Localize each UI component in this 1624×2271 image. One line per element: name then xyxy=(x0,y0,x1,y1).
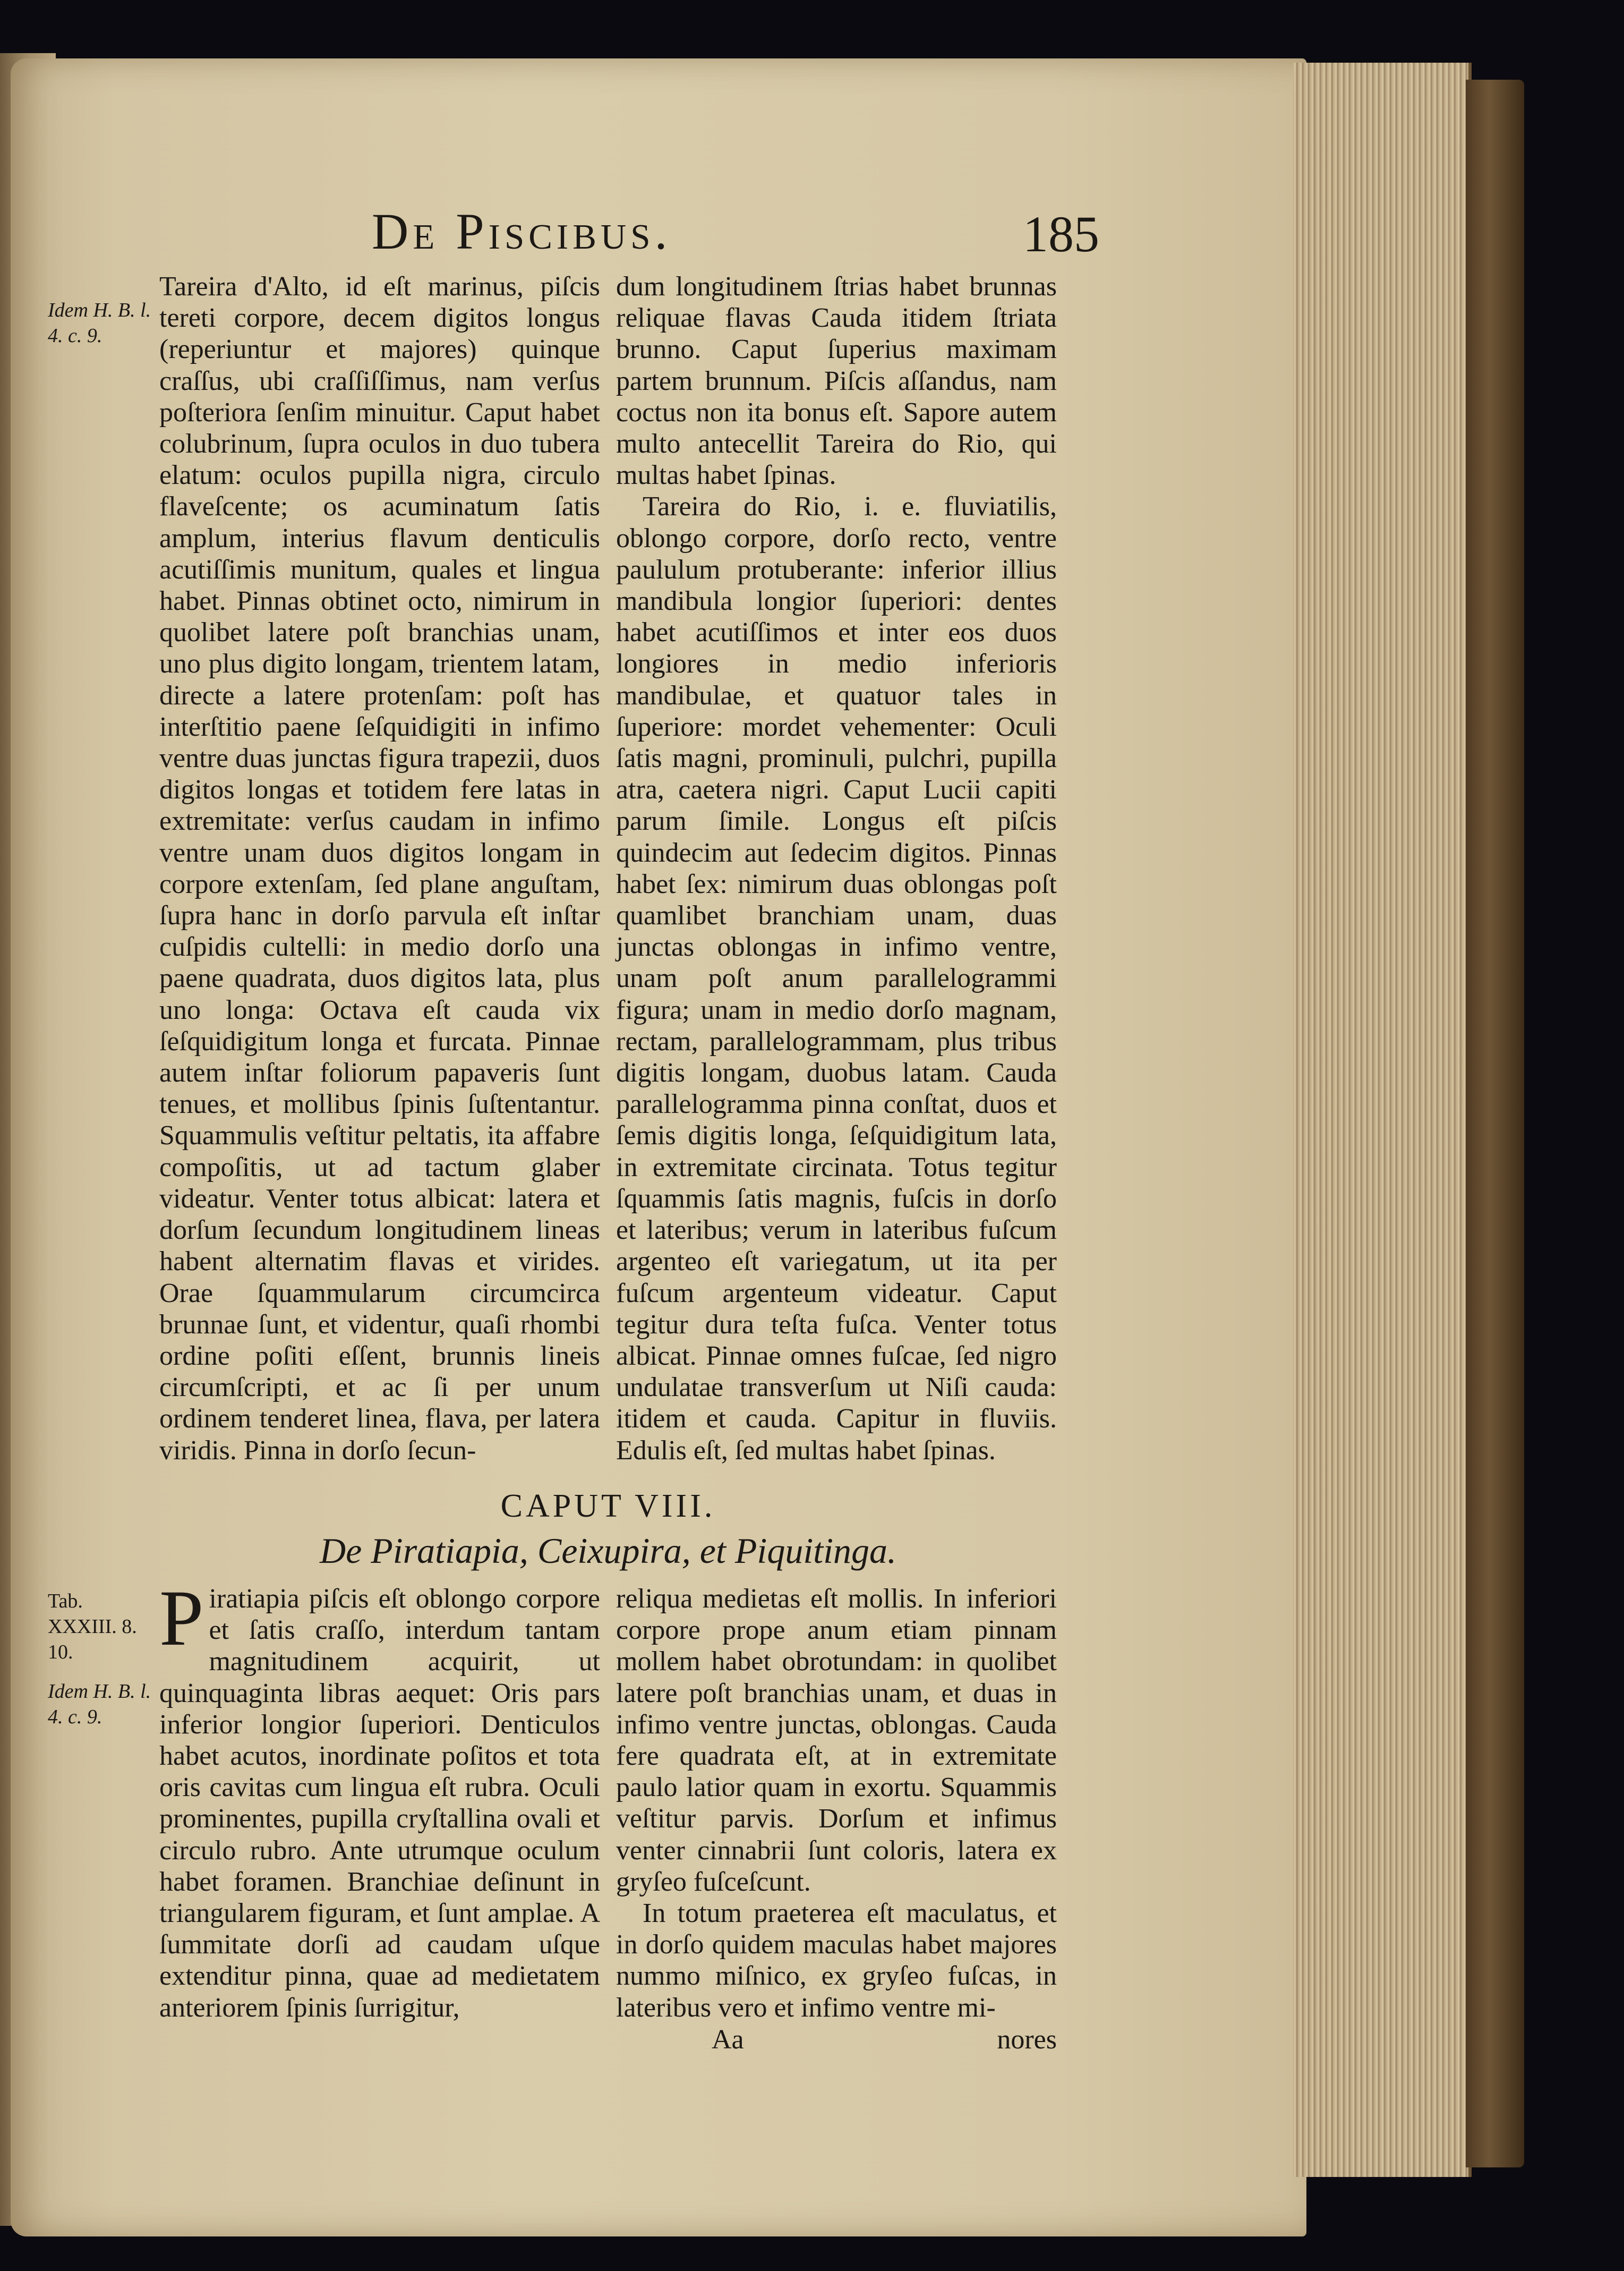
book-cover-edge xyxy=(1466,80,1524,2167)
column-1-text xyxy=(159,271,600,1466)
paragraph-continuation: dum longitudinem ſtrias habet brunnas reliquae flavas Cauda itidem ſtriata brunno. Caput ſuperius maximam partem brunnum. Piſcis aſſandus, nam coctus non ita bonus eſt. Sapore autem multo antecellit Tareira do Rio, qui multas habet ſpinas. xyxy=(616,271,1057,491)
column-2-text xyxy=(616,271,1057,1466)
margin-reference-bottom: Idem H. B. l. 4. c. 9. xyxy=(48,1680,151,1728)
catchword: nores xyxy=(997,2025,1057,2055)
paragraph-piratiapia: iratiapia piſcis eſt oblongo corpore et ſatis craſſo, interdum tantam magnitudinem acquirit, ut quinquaginta libras aequet: Oris pars inferior longior ſuperiori. Denticulos habet acutos, inordinate poſitos et tota oris cavitas cum lingua eſt rubra. Oculi prominentes, pupilla cryſtallina ovali et circulo rubro. Ante utrumque oculum habet foramen. Branchiae deſinunt in triangularem figuram, et ſunt amplae. A ſummitate dorſi ad caudam uſque extenditur pinna, quae ad medietatem anteriorem ſpinis ſurrigitur, xyxy=(159,1584,600,2023)
paragraph-piratiapia-continued: reliqua medietas eſt mollis. In inferiori corpore prope anum etiam pinnam mollem habet obrotundam: in quolibet latere poſt branchias unam, et duas in infimo ventre junctas, oblongas. Cauda fere quadrata eſt, at in extremitate paulo latior quam in exortu. Squammis veſtitur parvis. Dorſum et infimus venter cinnabrii ſunt coloris, latera ex gryſeo fuſceſcunt. xyxy=(616,1584,1057,1897)
drop-cap: P xyxy=(159,1574,204,1662)
chapter-subtitle: De Piratiapia, Ceixupira, et Piquitinga. xyxy=(319,1530,896,1571)
page-footer xyxy=(690,2024,1062,2056)
paragraph-tareira-rio: Tareira do Rio, i. e. fluviatilis, oblongo corpore, dorſo recto, ventre paululum protuberante: inferior illius mandibula longior ſuperiori: dentes habet acutiſſimos et inter eos duos longiores in medio inferioris mandibulae, et quatuor tales in ſuperiore: mordet vehementer: Oculi ſatis magni, prominuli, pulchri, pupilla atra, caetera nigri. Caput Lucii capiti parum ſimile. Longus eſt piſcis quindecim aut ſedecim digitos. Pinnas habet ſex: nimirum duas oblongas poſt quamlibet branchiam unam, duas junctas oblongas in infimo ventre, unam poſt anum parallelogrammi figura; unam in medio dorſo magnam, rectam, parallelogrammam, plus tribus digitis longam, duobus latam. Cauda parallelogramma pinna conſtat, duos et ſemis digitis longa, ſeſquidigitum lata, in extremitate circinata. Totus tegitur ſquammis ſatis magnis, fuſcis in dorſo et lateribus; verum in lateribus fuſcum argenteo eſt variegatum, ut ita per fuſcum argenteum videatur. Caput tegitur dura teſta fuſca. Venter totus albicat. Pinnae omnes fuſcae, ſed nigro undulatae transverſum ut Niſi cauda: itidem et cauda. Capitur in fluviis. Edulis eſt, ſed multas habet ſpinas. xyxy=(616,491,1057,1466)
chapter-heading: CAPUT VIII. xyxy=(500,1488,716,1524)
page-number: 185 xyxy=(1023,206,1099,262)
signature-mark: Aa xyxy=(712,2025,744,2055)
paragraph-maculatus: In totum praeterea eſt maculatus, et in dorſo quidem maculas habet majores nummo miſnico, ex gryſeo fuſcas, in lateribus vero et infimo ventre mi- xyxy=(616,1898,1057,2023)
margin-table-reference: Tab. XXXIII. 8. 10. xyxy=(48,1590,137,1663)
paragraph-tareira-alto: Tareira d'Alto, id eſt marinus, piſcis tereti corpore, decem digitos longus (reperiuntur et majores) quinque craſſus, ubi craſſiſſimus, nam verſus poſteriora ſenſim minuitur. Caput habet colubrinum, ſupra oculos in duo tubera elatum: oculos pupilla nigra, circulo flaveſcente; os acuminatum ſatis amplum, interius flavum denticulis acutiſſimis munitum, quales et lingua habet. Pinnas obtinet octo, nimirum in quolibet latere poſt branchias unam, uno plus digito longam, trientem latam, directe a latere protenſam: poſt has interſtitio paene ſeſquidigiti in infimo ventre duas junctas figura trapezii, duos digitos longas et totidem fere latas in extremitate: verſus caudam in infimo ventre unam duos digitos longam in corpore extenſam, ſed plane anguſtam, ſupra hanc in dorſo parvula eſt inſtar cuſpidis cultelli: in medio dorſo una paene quadrata, duos digitos lata, plus uno longa: Octava eſt cauda vix ſeſquidigitum longa et furcata. Pinnae autem inſtar foliorum papaveris ſunt tenues, et mollibus ſpinis ſuſtentantur. Squammulis veſtitur peltatis, ita affabre compoſitis, ut ad tactum glaber videatur. Venter totus albicat: latera et dorſum ſecundum longitudinem lineas habent alternatim flavas et virides. Orae ſquammularum circumcirca brunnae ſunt, et videntur, quaſi rhombi ordine poſiti eſſent, brunnis lineis circumſcripti, et ac ſi per unum ordinem tenderet linea, flava, per latera viridis. Pinna in dorſo ſecun- xyxy=(159,271,600,1466)
margin-reference-top: Idem H. B. l. 4. c. 9. xyxy=(48,299,151,347)
column-4-text xyxy=(616,1583,1057,2023)
page-block-edges xyxy=(1293,63,1472,2177)
running-title: De Piscibus. xyxy=(372,203,672,260)
column-3-text xyxy=(159,1574,600,2023)
